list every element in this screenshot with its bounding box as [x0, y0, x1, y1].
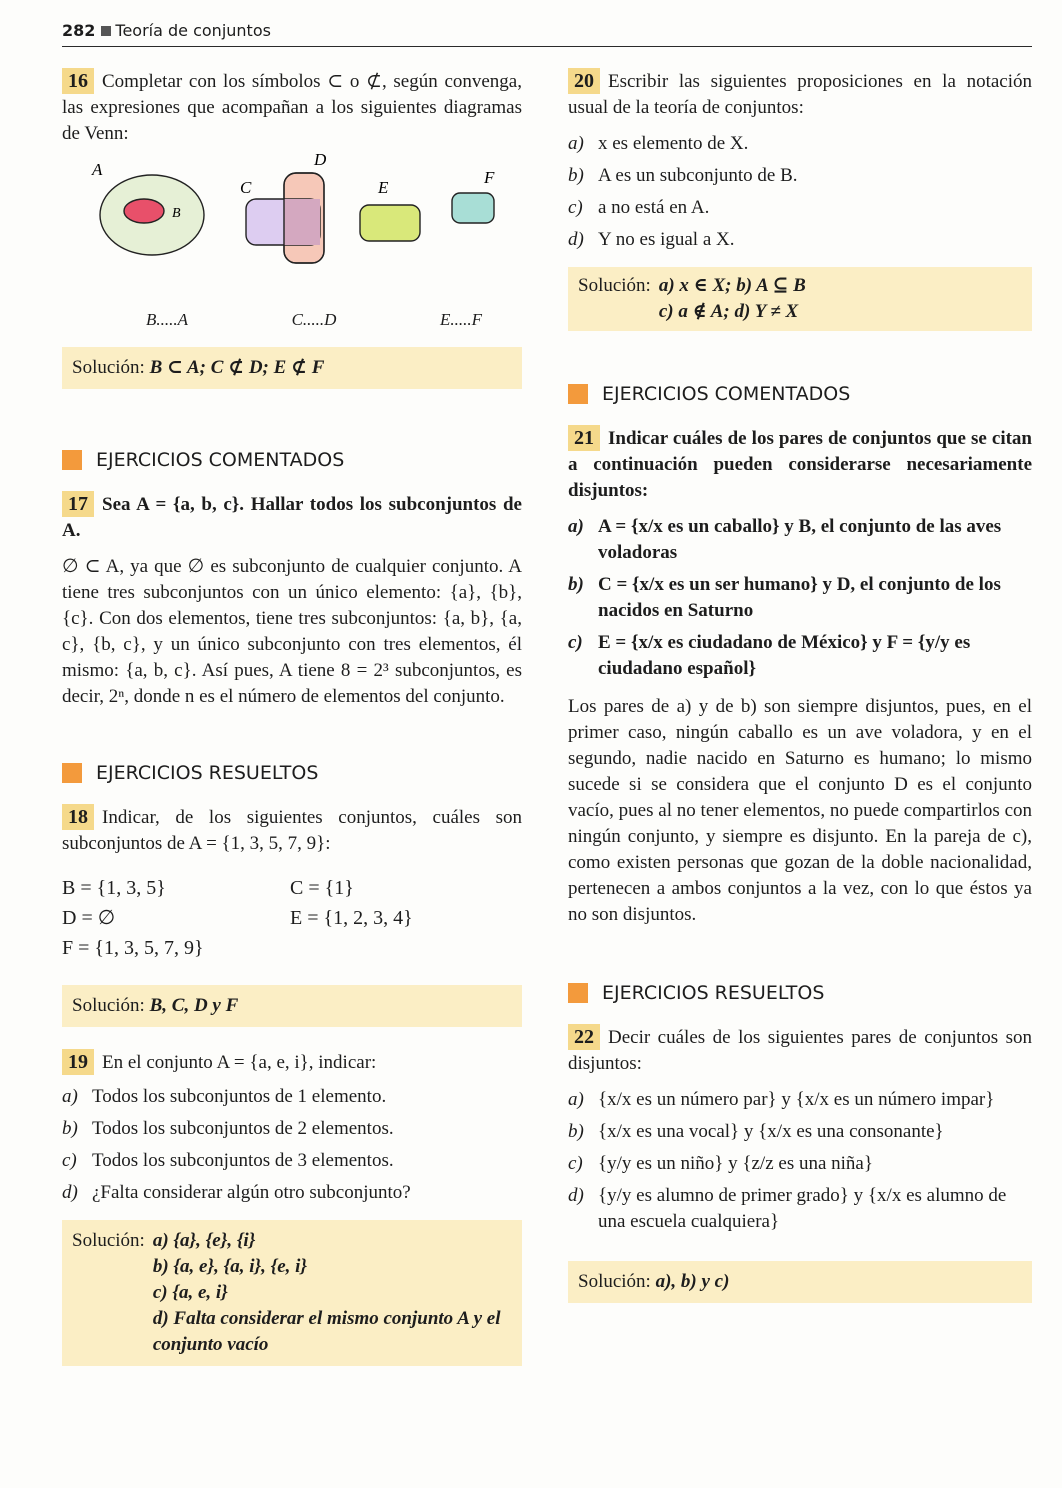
venn-set-F — [452, 193, 494, 223]
exercise-17-body: ∅ ⊂ A, ya que ∅ es subconjunto de cualquier conjunto. A tiene tres subconjuntos con un único elemento: {a}, {b}, {c}. Con dos elementos, tiene tres subconjuntos: {a, b}, {a, c}, {b, c}, y un único subconjunto con tres elementos, él mismo: {a, b, c}. Así pues, A tiene 8 = 2³ subconjuntos, es decir, 2ⁿ, donde n es el número de elementos del conjunto. — [62, 556, 522, 707]
exercise-21-items — [568, 514, 1032, 682]
exercise-22-statement: 22 Decir cuáles de los siguientes pares de conjuntos son disjuntos: — [568, 1026, 1032, 1074]
exercise-16-solution: Solución: B ⊂ A; C ⊄ D; E ⊄ F — [62, 347, 522, 389]
venn-label-A: A — [92, 160, 103, 179]
venn-label-E: E — [378, 178, 389, 197]
exercise-19-solution: Solución: a) {a}, {e}, {i} b) {a, e}, {a, i}, {e, i} c) {a, e, i} d) Falta considerar el mismo conjunto A y el conjunto vacío — [62, 1220, 522, 1366]
exercise-number: 21 — [568, 425, 600, 451]
list-item: b) Todos los subconjuntos de 2 elementos. — [62, 1118, 394, 1139]
section-square-icon — [62, 763, 82, 783]
venn-set-E — [360, 205, 420, 241]
list-item: b) {x/x es una vocal} y {x/x es una consonante} — [568, 1121, 944, 1142]
venn-diagrams — [62, 147, 522, 307]
section-heading-18: EJERCICIOS RESUELTOS — [62, 760, 522, 786]
exercise-20-solution: Solución: a) x ∈ X; b) A ⊆ B c) a ∉ A; d) Y ≠ X — [568, 267, 1032, 331]
caption-EF: E.....F — [439, 310, 482, 329]
exercise-21-title: 21 Indicar cuáles de los pares de conjuntos que se citan a continuación pueden considerarse necesariamente disjuntos: — [568, 427, 1032, 501]
sets-list — [62, 875, 522, 961]
set-B: B = {1, 3, 5} — [62, 877, 166, 899]
exercise-16-statement: 16 Completar con los símbolos ⊂ o ⊄, según convenga, las expresiones que acompañan a los siguientes diagramas de Venn: — [62, 70, 522, 144]
section-square-icon — [62, 450, 82, 470]
venn-intersection-CD — [284, 199, 320, 245]
exercise-19-statement: 19 En el conjunto A = {a, e, i}, indicar: — [62, 1049, 522, 1076]
chapter-title: Teoría de conjuntos — [115, 21, 271, 40]
page-number: 282 — [62, 21, 96, 40]
list-item: d) Y no es igual a X. — [568, 229, 735, 250]
list-item: c) a no está en A. — [568, 197, 710, 218]
exercise-number: 16 — [62, 68, 94, 94]
section-square-icon — [568, 983, 588, 1003]
exercise-19-items — [62, 1084, 522, 1206]
caption-CD: C.....D — [291, 310, 337, 329]
exercise-17 — [62, 491, 522, 710]
exercise-20-statement: 20 Escribir las siguientes proposiciones en la notación usual de la teoría de conjuntos: — [568, 70, 1032, 118]
set-F: F = {1, 3, 5, 7, 9} — [62, 937, 204, 959]
list-item: d) {y/y es alumno de primer grado} y {x/x es alumno de una escuela cualquiera} — [568, 1185, 1007, 1232]
section-heading-21: EJERCICIOS COMENTADOS — [568, 381, 1032, 407]
exercise-20 — [568, 68, 1032, 331]
header-square-icon — [101, 26, 111, 36]
section-heading-22: EJERCICIOS RESUELTOS — [568, 980, 1032, 1006]
list-item: c) Todos los subconjuntos de 3 elementos. — [62, 1150, 394, 1171]
venn-set-B — [124, 199, 164, 223]
exercise-18-statement: 18 Indicar, de los siguientes conjuntos, cuáles son subconjuntos de A = {1, 3, 5, 7, 9}: — [62, 806, 522, 854]
exercise-20-items — [568, 131, 1032, 253]
exercise-number: 19 — [62, 1049, 94, 1075]
section-square-icon — [568, 384, 588, 404]
set-D: D = ∅ — [62, 907, 116, 929]
list-item: c) {y/y es un niño} y {z/z es una niña} — [568, 1153, 873, 1174]
list-item: a) Todos los subconjuntos de 1 elemento. — [62, 1086, 387, 1107]
exercise-number: 20 — [568, 68, 600, 94]
list-item: b) A es un subconjunto de B. — [568, 165, 798, 186]
list-item: a) A = {x/x es un caballo} y B, el conjunto de las aves voladoras — [568, 516, 1002, 563]
venn-label-B: B — [172, 206, 181, 221]
set-C: C = {1} — [290, 877, 354, 899]
list-item: a) {x/x es un número par} y {x/x es un número impar} — [568, 1089, 995, 1110]
venn-label-C: C — [240, 178, 252, 197]
set-E: E = {1, 2, 3, 4} — [290, 907, 413, 929]
exercise-number: 22 — [568, 1024, 600, 1050]
exercise-22-items — [568, 1087, 1032, 1235]
exercise-17-title: 17 Sea A = {a, b, c}. Hallar todos los subconjuntos de A. — [62, 493, 522, 541]
exercise-22-solution: Solución: a), b) y c) — [568, 1261, 1032, 1303]
page-header — [62, 18, 1032, 47]
exercise-16 — [62, 68, 522, 389]
exercise-number: 17 — [62, 491, 94, 517]
exercise-19 — [62, 1049, 522, 1366]
exercise-18-solution: Solución: B, C, D y F — [62, 985, 522, 1027]
right-column — [568, 60, 1032, 1303]
list-item: d) ¿Falta considerar algún otro subconjunto? — [62, 1182, 411, 1203]
left-column — [62, 60, 522, 1366]
venn-label-F: F — [484, 168, 495, 187]
exercise-number: 18 — [62, 804, 94, 830]
caption-BA: B.....A — [146, 310, 189, 329]
venn-captions — [62, 307, 522, 333]
list-item: a) x es elemento de X. — [568, 133, 749, 154]
list-item: b) C = {x/x es un ser humano} y D, el conjunto de los nacidos en Saturno — [568, 574, 1001, 621]
exercise-21 — [568, 425, 1032, 928]
exercise-22 — [568, 1024, 1032, 1303]
exercise-21-body: Los pares de a) y de b) son siempre disjuntos, pues, en el primer caso, ningún caballo es un ave voladora, y en el segundo, nadie nacido en Saturno es humano; lo mismo sucede si se considera que el conjunto D es el conjunto vacío, pues al no tener elementos, no puede compartirlos con ningún conjunto, y siempre es disjunto. En la pareja de c), como existen personas que gozan de la doble nacionalidad, pertenecen a ambos conjuntos a la vez, con lo que éstos ya no son disjuntos. — [568, 696, 1032, 925]
list-item: c) E = {x/x es ciudadano de México} y F = {y/y es ciudadano español} — [568, 632, 971, 679]
section-heading-17: EJERCICIOS COMENTADOS — [62, 447, 522, 473]
venn-label-D: D — [314, 150, 327, 169]
exercise-18 — [62, 804, 522, 1027]
